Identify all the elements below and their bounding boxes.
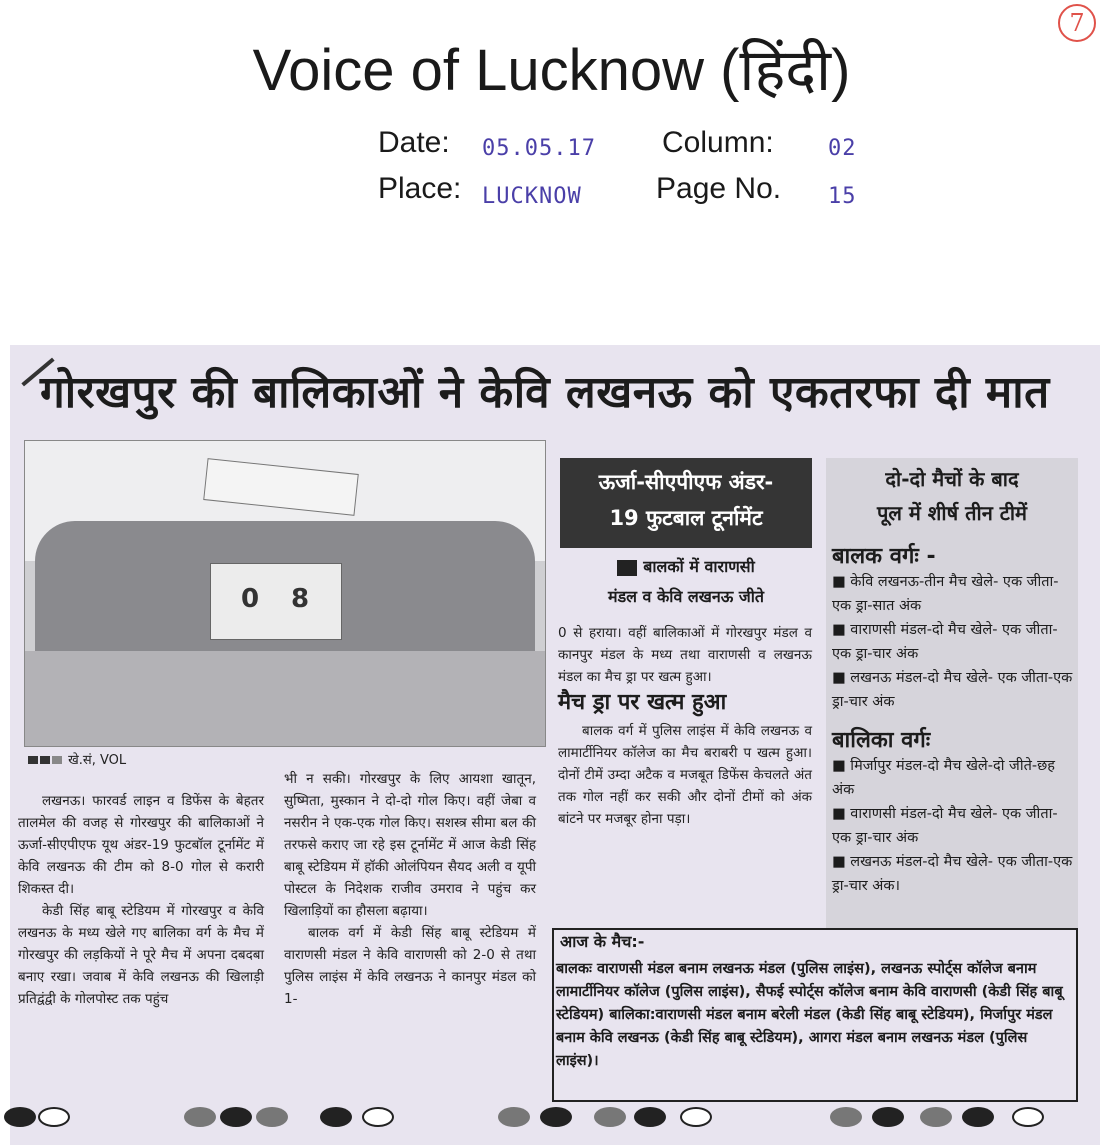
sub-headline-line-2: 19 फुटबाल टूर्नामेंट [609, 506, 763, 530]
standings-heading [826, 462, 1078, 530]
todays-matches-body: बालकः वाराणसी मंडल बनाम लखनऊ मंडल (पुलिस लाइंस), लखनऊ स्पोर्ट्स कॉलेज बनाम लामार्टीनियर कॉलेज (पुलिस लाइंस), सैफई स्पोर्ट्स कॉलेज बनाम केवि वाराणसी (केडी सिंह बाबू स्टेडियम) बालिका:वाराणसी मंडल बनाम बरेली मंडल (केडी सिंह बाबू स्टेडियम), मिर्जापुर मंडल बनाम केवि लखनऊ (केडी सिंह बाबू स्टेडियम), आगरा मंडल बनाम लखनऊ मंडल (पुलिस लाइंस)। [556, 961, 1063, 1069]
col2-paragraph-1: भी न सकी। गोरखपुर के लिए आयशा खातून, सुष्मिता, मुस्कान ने दो-दो गोल किए। वहीं जेबा व नसरीन ने एक-एक गोल किए। सशस्त्र सीमा बल की तरफसे कराए जा रहे इस टूर्नामेंट में आज केडी सिंह बाबू स्टेडियम में हॉकी ओलंपियन सैयद अली व यूपी पोस्टल के निदेशक राजीव उमराव ने पहुंच कर खिलाड़ियों का हौसला बढ़ाया। [284, 771, 536, 919]
registration-mark [680, 1107, 712, 1127]
sub-headline-2 [560, 552, 812, 612]
date-label: Date: [378, 126, 450, 159]
registration-mark [962, 1107, 994, 1127]
publication-title: Voice of Lucknow (हिंदी) [252, 38, 851, 103]
page-mark: 7 [1058, 4, 1096, 42]
scoreboard-right: 8 [291, 584, 310, 614]
boys-row: ■ केवि लखनऊ-तीन मैच खेले- एक जीता-एक ड्रा-सात अंक [832, 574, 1059, 614]
page-value: 15 [828, 184, 857, 209]
sub-headline-line-1: ऊर्जा-सीएपीएफ अंडर- [598, 470, 774, 494]
headline: गोरखपुर की बालिकाओं ने केवि लखनऊ को एकतरफा दी मात [40, 367, 1050, 418]
col3-paragraph-2: बालक वर्ग में पुलिस लाइंस में केवि लखनऊ व लामार्टीनियर कॉलेज का मैच बराबरी प खत्म हुआ। दोनों टीमें उम्दा अटैक व मजबूत डिफेंस केचलते अंत तक गोल नहीं कर सकी और दोनों टीमों को अंक बांटने पर मजबूर होना पड़ा। [558, 723, 812, 827]
standings-heading-line-1: दो-दो मैचों के बाद [885, 467, 1019, 491]
girls-row: ■ वाराणसी मंडल-दो मैच खेले- एक जीता- एक ड्रा-चार अंक [832, 806, 1058, 846]
registration-mark [872, 1107, 904, 1127]
column-label: Column: [662, 126, 774, 159]
place-value: LUCKNOW [482, 184, 582, 209]
registration-mark [830, 1107, 862, 1127]
registration-mark [362, 1107, 394, 1127]
boys-row: ■ लखनऊ मंडल-दो मैच खेले- एक जीता-एक ड्रा-चार अंक [832, 670, 1073, 710]
page-label: Page No. [656, 172, 782, 205]
sub-headline-box [560, 458, 812, 548]
col1-paragraph-2: केडी सिंह बाबू स्टेडियम में गोरखपुर व केवि लखनऊ के मध्य खेले गए बालिका वर्ग के मैच में गोरखपुर की लड़कियों ने पूरे मैच में अपना दबदबा बनाए रखा। जवाब में केवि लखनऊ की खिलाड़ी प्रतिद्वंद्वी के गोलपोस्ट तक पहुंच [18, 903, 264, 1007]
registration-mark [498, 1107, 530, 1127]
sub2-line-1: बालकों में वाराणसी [643, 557, 755, 576]
place-label: Place: [378, 172, 462, 205]
registration-mark [320, 1107, 352, 1127]
date-value: 05.05.17 [482, 136, 596, 161]
registration-mark [594, 1107, 626, 1127]
sub2-line-2: मंडल व केवि लखनऊ जीते [608, 587, 764, 606]
col3-heading: मैच ड्रा पर खत्म हुआ [558, 690, 727, 715]
article-column-3 [558, 622, 812, 830]
photo-credit-text: खे.सं, VOL [68, 753, 127, 768]
girls-heading: बालिका वर्गः [832, 728, 931, 753]
scoreboard-left: 0 [241, 584, 260, 614]
girls-row: ■ लखनऊ मंडल-दो मैच खेले- एक जीता-एक ड्रा-चार अंक। [832, 854, 1073, 894]
boys-row: ■ वाराणसी मंडल-दो मैच खेले- एक जीता-एक ड्रा-चार अंक [832, 622, 1058, 662]
registration-mark [634, 1107, 666, 1127]
girls-row: ■ मिर्जापुर मंडल-दो मैच खेले-दो जीते-छह अंक [832, 758, 1055, 798]
registration-mark [256, 1107, 288, 1127]
registration-mark [38, 1107, 70, 1127]
standings-heading-line-2: पूल में शीर्ष तीन टीमें [877, 501, 1027, 525]
registration-mark [184, 1107, 216, 1127]
article-column-2 [284, 768, 536, 1010]
photo-ground [25, 651, 545, 746]
col1-paragraph-1: लखनऊ। फारवर्ड लाइन व डिफेंस के बेहतर तालमेल की वजह से गोरखपुर की बालिकाओं ने ऊर्जा-सीएपीएफ यूथ अंडर-19 फुटबॉल टूर्नामेंट में केवि लखनऊ की टीम को 8-0 गोल से करारी शिकस्त दी। [18, 793, 264, 897]
standings-list [832, 540, 1074, 898]
boys-heading: बालक वर्गः - [832, 544, 936, 569]
registration-mark [540, 1107, 572, 1127]
article-column-1 [18, 790, 264, 1010]
col3-paragraph-1: 0 से हराया। वहीं बालिकाओं में गोरखपुर मंडल व कानपुर मंडल के मध्य तथा वाराणसी व लखनऊ मंडल का मैच ड्रा पर खत्म हुआ। [558, 625, 812, 685]
todays-matches-heading: आज के मैच:- [560, 932, 645, 951]
photo-scoreboard [210, 563, 342, 640]
registration-mark [1012, 1107, 1044, 1127]
registration-mark [4, 1107, 36, 1127]
col2-paragraph-2: बालक वर्ग में केडी सिंह बाबू स्टेडियम में वाराणसी मंडल ने केवि वाराणसी को 2-0 से तथा पुलिस लाइंस में केवि लखनऊ ने कानपुर मंडल को 1- [284, 925, 536, 1007]
registration-mark [920, 1107, 952, 1127]
registration-mark [220, 1107, 252, 1127]
news-photo [24, 440, 546, 747]
column-value: 02 [828, 136, 857, 161]
photo-credit [28, 750, 126, 768]
